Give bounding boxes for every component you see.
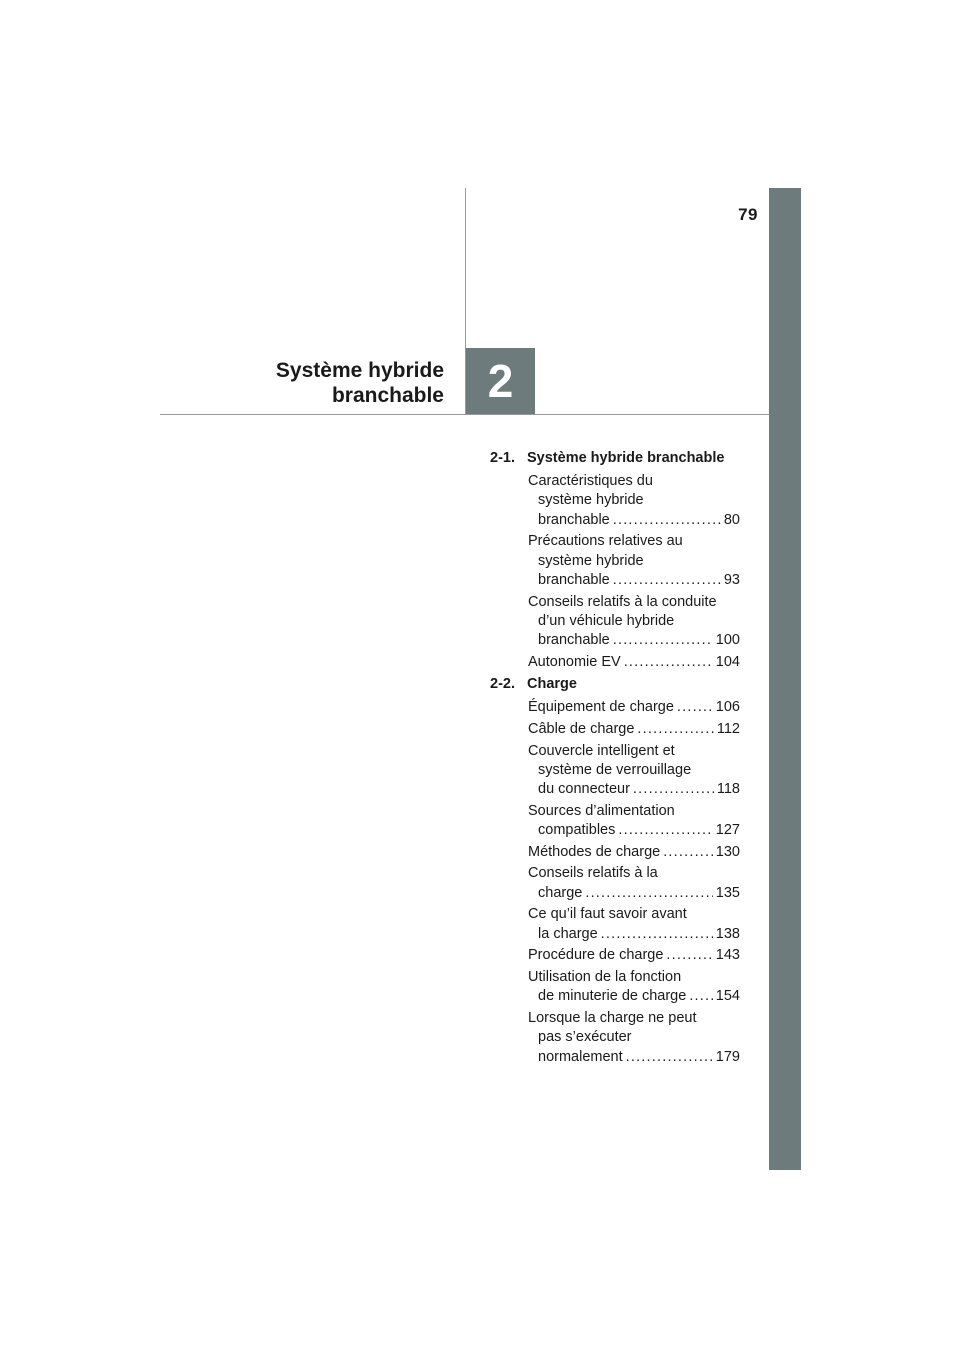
toc-entry-line: d’un véhicule hybride bbox=[538, 612, 675, 629]
toc-entry-line: Conseils relatifs à la conduite bbox=[528, 593, 717, 610]
dot-leader bbox=[633, 780, 714, 799]
dot-leader bbox=[689, 987, 712, 1006]
toc-entry[interactable] bbox=[528, 472, 740, 530]
toc-entry[interactable] bbox=[528, 720, 740, 739]
toc-entry[interactable] bbox=[528, 905, 740, 944]
toc-entry-text: Câble de charge bbox=[528, 720, 635, 737]
toc-entry-last-line bbox=[528, 987, 740, 1006]
toc-page-number: 143 bbox=[715, 947, 740, 964]
toc-entry-text: de minuterie de charge bbox=[538, 988, 687, 1005]
toc-entry-last-line bbox=[528, 653, 740, 672]
toc-page-number: 130 bbox=[715, 843, 740, 860]
toc-entry[interactable] bbox=[528, 653, 740, 672]
toc-page-number: 80 bbox=[723, 511, 740, 528]
dot-leader bbox=[666, 946, 712, 965]
chapter-title-line-1: Système hybride bbox=[275, 359, 444, 382]
toc-page-number: 179 bbox=[715, 1048, 740, 1065]
toc-section-title: Système hybride branchable bbox=[527, 450, 725, 466]
toc-entry-text: branchable bbox=[538, 511, 610, 528]
toc-page-number: 106 bbox=[715, 699, 740, 716]
horizontal-divider bbox=[160, 414, 769, 415]
toc-entry-text: normalement bbox=[538, 1048, 623, 1065]
chapter-title bbox=[276, 358, 444, 408]
toc-entry-text: Autonomie EV bbox=[528, 653, 621, 670]
toc-section-number: 2-1. bbox=[490, 450, 515, 466]
toc-entry-line: pas s’exécuter bbox=[538, 1029, 632, 1046]
toc-entry-text: branchable bbox=[538, 571, 610, 588]
dot-leader bbox=[618, 821, 712, 840]
toc-entry-last-line bbox=[528, 780, 740, 799]
toc-entry-text: la charge bbox=[538, 925, 598, 942]
toc-page-number: 93 bbox=[723, 571, 740, 588]
toc-entry[interactable] bbox=[528, 532, 740, 590]
toc-page-number: 104 bbox=[715, 653, 740, 670]
toc-entry-text: du connecteur bbox=[538, 781, 630, 798]
dot-leader bbox=[613, 511, 721, 530]
toc-entry-text: Équipement de charge bbox=[528, 699, 674, 716]
toc-page-number: 112 bbox=[716, 720, 740, 737]
toc-section-number: 2-2. bbox=[490, 676, 515, 693]
toc-entry-text: Procédure de charge bbox=[528, 947, 664, 964]
toc-entry-text: charge bbox=[538, 884, 583, 901]
dot-leader bbox=[613, 631, 713, 650]
toc-entry[interactable] bbox=[528, 802, 740, 841]
chapter-title-line-2: branchable bbox=[331, 384, 444, 407]
toc-entry[interactable] bbox=[528, 698, 740, 717]
toc-page-number: 135 bbox=[715, 884, 740, 901]
toc-entry-line: Ce qu’il faut savoir avant bbox=[528, 906, 687, 923]
toc-entry-last-line bbox=[528, 511, 740, 530]
toc-entry-line: système hybride bbox=[538, 492, 644, 509]
toc-entry-text: branchable bbox=[538, 632, 610, 649]
toc-entry[interactable] bbox=[528, 946, 740, 965]
toc-entry-last-line bbox=[528, 720, 740, 739]
toc-section bbox=[490, 675, 740, 1067]
toc-entry[interactable] bbox=[528, 864, 740, 903]
toc-entry-line: système de verrouillage bbox=[538, 761, 692, 778]
toc-section-title: Charge bbox=[527, 676, 577, 693]
chapter-side-tab bbox=[769, 188, 801, 1170]
toc-page-number: 154 bbox=[715, 988, 740, 1005]
toc-entry-line: système hybride bbox=[538, 552, 644, 569]
dot-leader bbox=[613, 571, 721, 590]
dot-leader bbox=[677, 698, 713, 717]
toc-page-number: 127 bbox=[715, 822, 740, 839]
toc-entry-line: Lorsque la charge ne peut bbox=[528, 1010, 697, 1027]
dot-leader bbox=[601, 925, 713, 944]
dot-leader bbox=[663, 843, 713, 862]
toc-page-number: 118 bbox=[716, 781, 740, 798]
toc-entry-last-line bbox=[528, 946, 740, 965]
chapter-number-badge: 2 bbox=[466, 348, 535, 414]
toc-page-number: 138 bbox=[715, 925, 740, 942]
toc-section bbox=[490, 449, 740, 672]
toc-entry-last-line bbox=[528, 884, 740, 903]
toc-entry-line: Couvercle intelligent et bbox=[528, 742, 675, 759]
toc-entry-last-line bbox=[528, 1048, 740, 1067]
dot-leader bbox=[637, 720, 713, 739]
toc-entry-line: Conseils relatifs à la bbox=[528, 865, 658, 882]
dot-leader bbox=[626, 1048, 713, 1067]
toc-entry-text: Méthodes de charge bbox=[528, 843, 661, 860]
toc-entry[interactable] bbox=[528, 1009, 740, 1067]
toc-entry-last-line bbox=[528, 631, 740, 650]
toc-entry-last-line bbox=[528, 698, 740, 717]
toc-entry-last-line bbox=[528, 571, 740, 590]
page-number: 79 bbox=[738, 205, 758, 224]
toc-section-heading[interactable] bbox=[490, 449, 740, 468]
toc-page-number: 100 bbox=[715, 632, 740, 649]
toc-entry-last-line bbox=[528, 843, 740, 862]
table-of-contents bbox=[490, 449, 740, 1070]
dot-leader bbox=[624, 653, 713, 672]
toc-entry[interactable] bbox=[528, 968, 740, 1007]
toc-entry[interactable] bbox=[528, 593, 740, 651]
toc-entry-line: Caractéristiques du bbox=[528, 473, 653, 489]
toc-entry-line: Précautions relatives au bbox=[528, 533, 683, 550]
toc-entry[interactable] bbox=[528, 742, 740, 800]
toc-entry-line: Sources d’alimentation bbox=[528, 802, 675, 819]
toc-section-heading[interactable] bbox=[490, 675, 740, 694]
toc-entry-text: compatibles bbox=[538, 822, 616, 839]
dot-leader bbox=[585, 884, 712, 903]
toc-entry-line: Utilisation de la fonction bbox=[528, 969, 682, 986]
toc-entry[interactable] bbox=[528, 843, 740, 862]
toc-entry-last-line bbox=[528, 821, 740, 840]
toc-entry-last-line bbox=[528, 925, 740, 944]
